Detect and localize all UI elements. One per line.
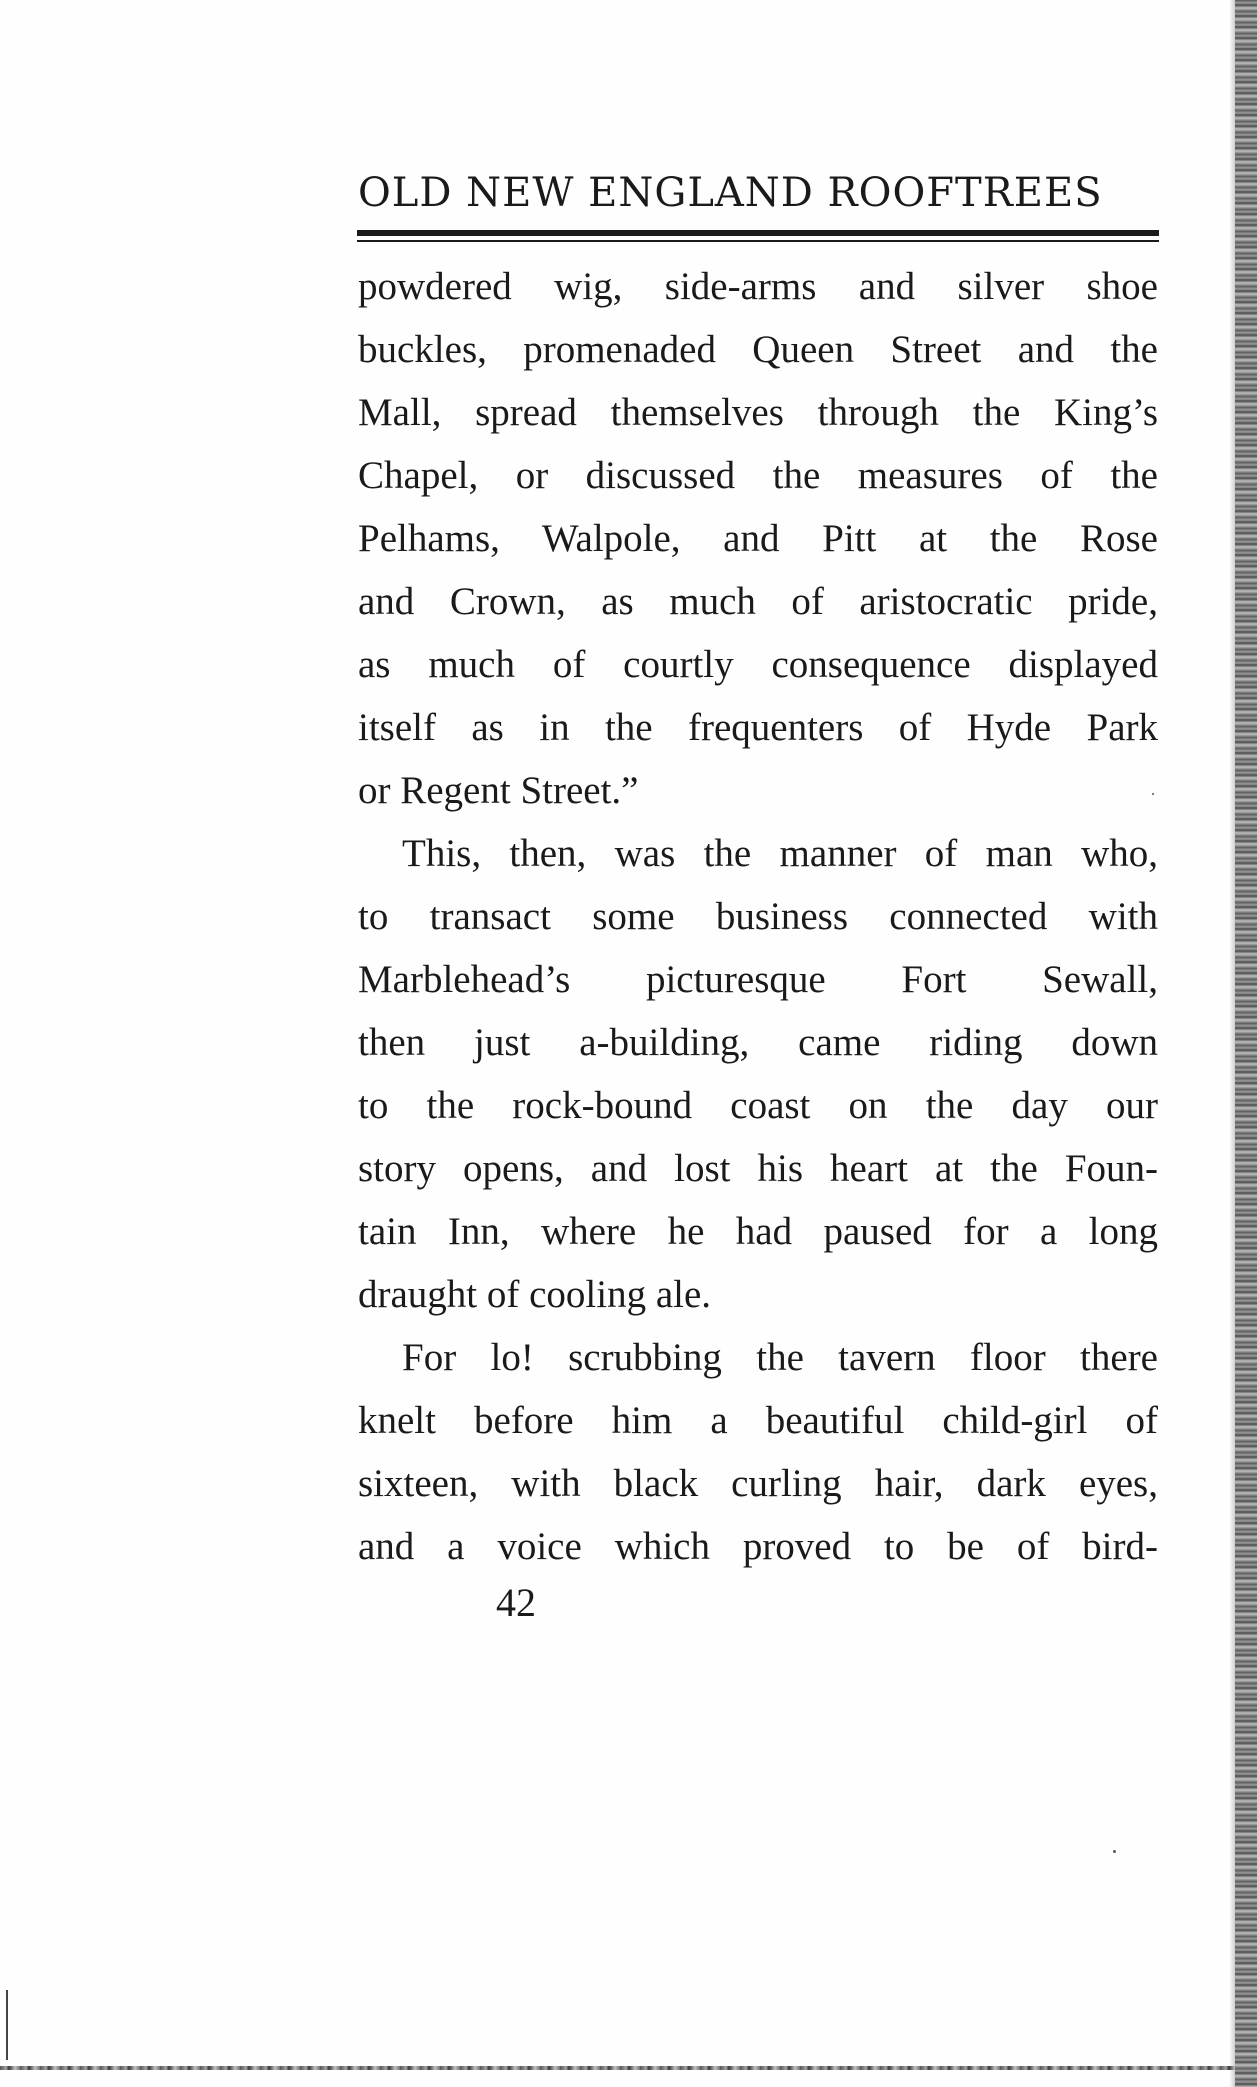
text-line: and Crown, as much of aristocratic pride, xyxy=(358,580,1158,623)
text-line: For lo! scrubbing the tavern floor there xyxy=(402,1336,1158,1379)
text-line: knelt before him a beautiful child-girl of xyxy=(358,1399,1158,1442)
text-line: then just a-building, came riding down xyxy=(358,1021,1158,1064)
text-line: to transact some business connected with xyxy=(358,895,1158,938)
text-line: or Regent Street.” xyxy=(358,769,639,812)
text-line: Chapel, or discussed the measures of the xyxy=(358,454,1158,497)
text-line: story opens, and lost his heart at the Foun- xyxy=(358,1147,1158,1190)
text-line: as much of courtly consequence displayed xyxy=(358,643,1158,686)
bottom-page-edge xyxy=(0,2066,1235,2070)
text-line: sixteen, with black curling hair, dark eyes, xyxy=(358,1462,1158,1505)
text-line: draught of cooling ale. xyxy=(358,1273,712,1316)
header-rule-thin xyxy=(357,240,1159,242)
text-line: tain Inn, where he had paused for a long xyxy=(358,1210,1158,1253)
text-line: buckles, promenaded Queen Street and the xyxy=(358,328,1158,371)
text-line: This, then, was the manner of man who, xyxy=(402,832,1158,875)
text-line: Marblehead’s picturesque Fort Sewall, xyxy=(358,958,1158,1001)
text-line: Mall, spread themselves through the King’s xyxy=(358,391,1158,434)
text-line: itself as in the frequenters of Hyde Park xyxy=(358,706,1158,749)
text-line: to the rock-bound coast on the day our xyxy=(358,1084,1158,1127)
text-line: powdered wig, side-arms and silver shoe xyxy=(358,265,1158,308)
text-line: Pelhams, Walpole, and Pitt at the Rose xyxy=(358,517,1158,560)
page-number: 42 xyxy=(496,1580,536,1625)
margin-mark xyxy=(6,1990,8,2060)
header-rule-thick xyxy=(357,230,1159,236)
text-line: and a voice which proved to be of bird- xyxy=(358,1525,1158,1568)
paper-speck xyxy=(1113,1850,1116,1853)
body-text xyxy=(358,255,1158,1578)
page-edge-binding xyxy=(1235,0,1257,2087)
running-head: OLD NEW ENGLAND ROOFTREES xyxy=(358,170,1103,216)
